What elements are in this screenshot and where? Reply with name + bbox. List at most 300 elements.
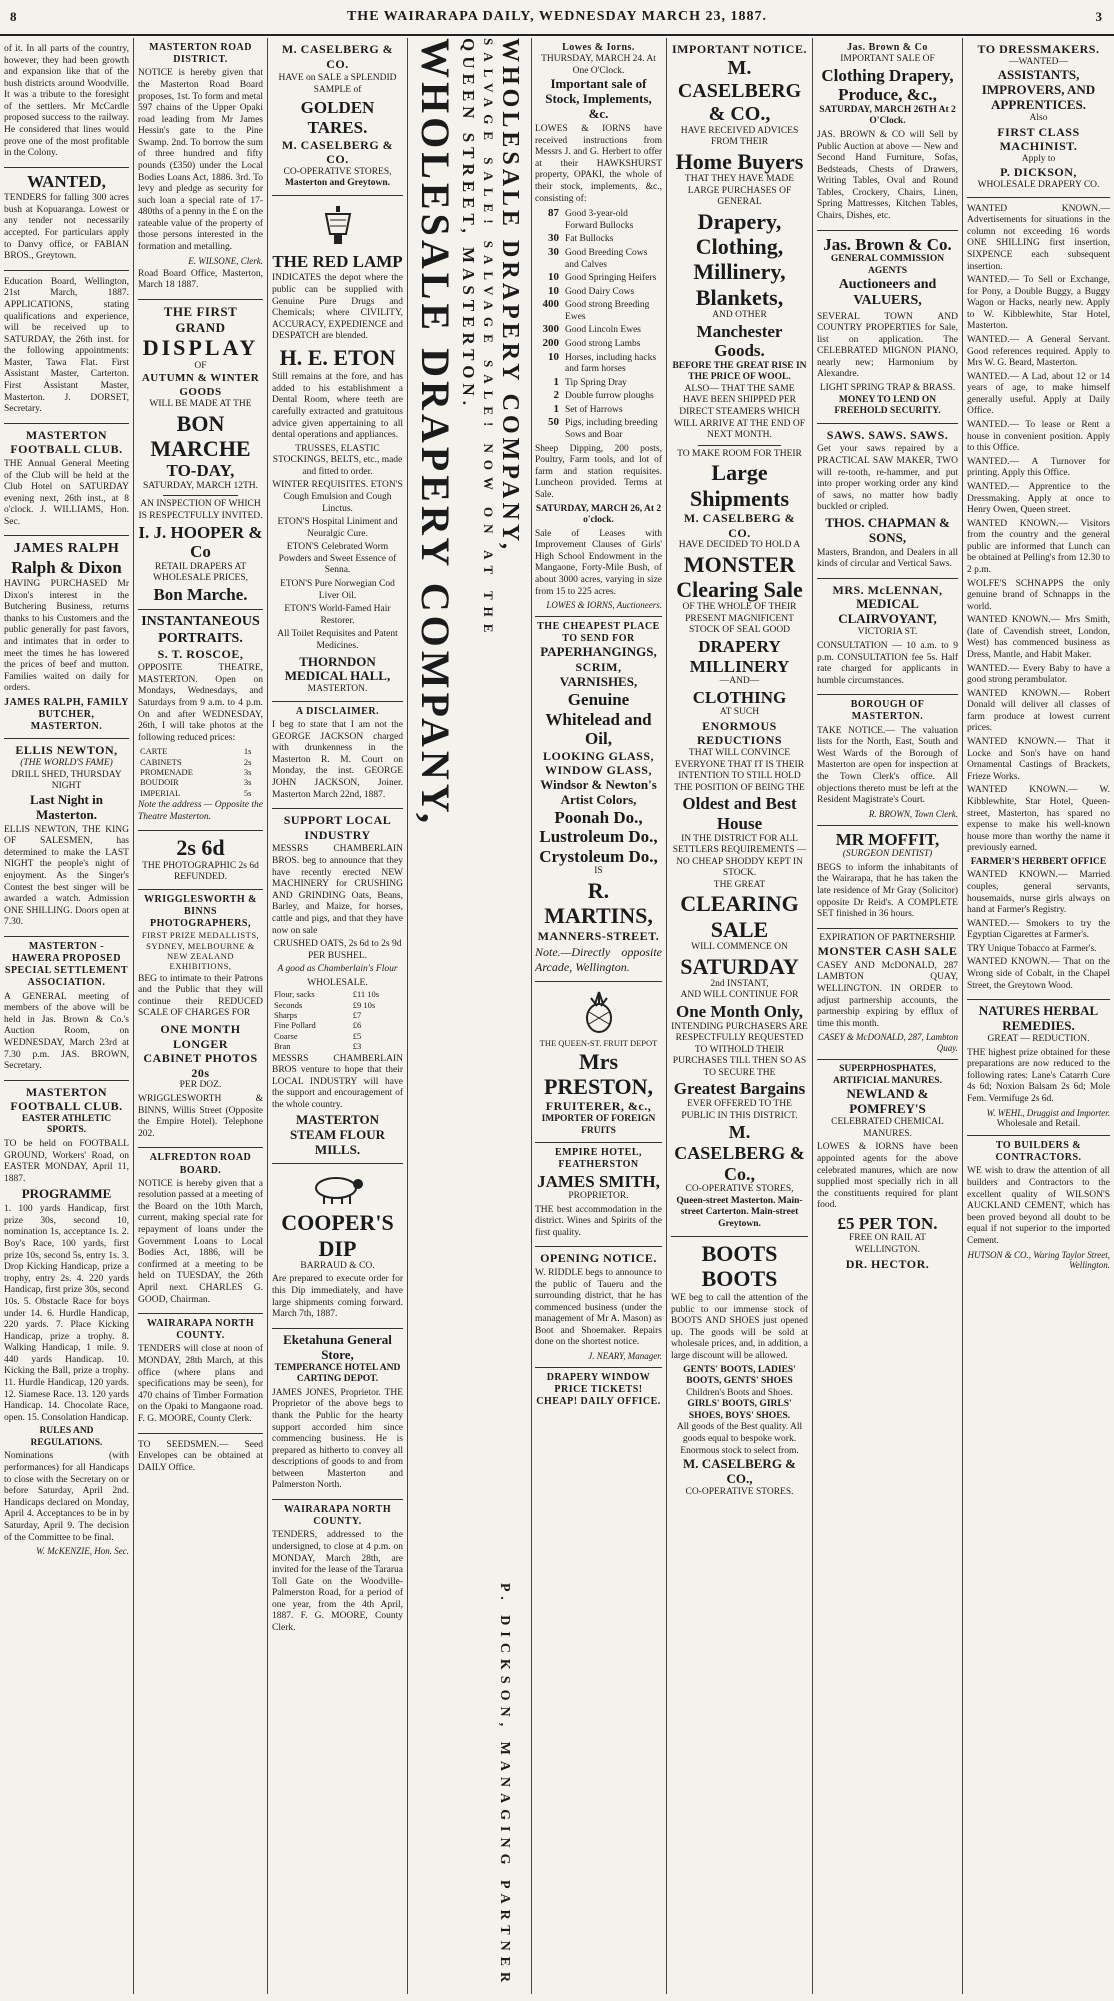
road-body: NOTICE is hereby given that the Masterton Road Board proposes, 1st. To form and metal 597 chains of the Upper Opaki road leading from Mr James Hessin's gate to the Pine Swamp. 2nd. To borrow the sum of three hundred and fifty pounds (£350) under the Local Bodies Loans Act, 1886. 3rd. To levy and pledge as security for such loan a special rate of 17-480ths of a penny in the £ on the rateable value of the property of those persons interested in the formation and metalling. (138, 68, 263, 253)
education-body: Education Board, Wellington, 21st March, 1887. APPLICATIONS, stating qualifications and experience, will be received up to SATURDAY, the 26th inst. for the following appointments: Master, Tawa Flat. First Assistant Master, Carterton. First Assistant Master, Masterton. J. DORSET, Secretary. (4, 276, 129, 415)
martins-note: Note.—Directly opposite Arcade, Wellington. (535, 945, 662, 974)
red-lamp-ad (272, 196, 403, 702)
preston-line-1: THE QUEEN-ST. FRUIT DEPOT (539, 1038, 658, 1049)
boots-line-5: All goods of the Best quality. All goods equal to bespoke work. (676, 1422, 803, 1445)
imp-37: M. CASELBERG & Co., (674, 1122, 805, 1184)
eketahuna-body: JAMES JONES, Proprietor. THE Proprietor of the above begs to thank the Public for the hearty support accorded him since commencing business. He is prepared as hitherto to convey all descriptions of goods to and from between Masterton and Palmerston North. (272, 1387, 403, 1491)
flour-row: Seconds £9 10s (274, 999, 376, 1010)
rules-signature: W. McKENZIE, Hon. Sec. (36, 1546, 129, 1557)
moffit-dentist-ad (817, 826, 958, 929)
imp-19: MILLINERY (689, 656, 790, 676)
imp-7: AND OTHER (712, 310, 767, 320)
small-ad: WANTED.— Smokers to try the Egyptian Cigarettes at Farmer's. (967, 918, 1110, 941)
alfred-body: NOTICE is hereby given that a resolution passed at a meeting of the Board on the 10th March, current, making special rate for repayment of loans under the Government Loans to Local Bodies Act, 1886, will be confirmed at a meeting to be held on TUESDAY, the 26th April next. CHARLES G. GOOD, Chairman. (138, 1178, 263, 1305)
flour-price-table (272, 989, 403, 1051)
road-district-ad (138, 38, 263, 300)
small-ad: WANTED KNOWN.— Visitors from the country and the general public are informed that Lunch can be obtained at Pelling's from 12.30 to 2 p.m. (967, 518, 1110, 575)
moffit-body: BEGS to inform the inhabitants of the Wairarapa, that he has taken the late residence of Mr Gray (Solicitor) opposite Dr Reid's. A COMPLETE SET finished in 36 hours. (817, 862, 958, 920)
ellis-subtitle: (THE WORLD'S FAME) (20, 758, 113, 769)
stock-lot: 300 Good Lincoln Ewes (542, 323, 641, 336)
boots-line-4: GIRLS' BOOTS, GIRLS' SHOES, BOYS' SHOES. (687, 1399, 792, 1421)
jb-body: JAS. BROWN & CO will Sell by Public Auction at above — New and Second Hand Furniture, Sofas, Bedsteads, Chests of Drawers, Writing Tables, Oval and Round Tables, Crockery, Chairs, Linen, Spring Mattresses, Kitchen Tables, Chairs, Dishes, etc. (817, 130, 958, 222)
martins-line-11: Crystoleum Do., (539, 846, 658, 866)
price-row: CARTE 1s (140, 746, 252, 757)
imp-39: Queen-street Masterton. Main-street Carterton. Main-street Greytown. (676, 1195, 803, 1229)
newland-price: £5 PER TON. (837, 1213, 938, 1233)
small-ad: WANTED.— To lease or Rent a house in convenient position. Apply to this Office. (967, 420, 1110, 454)
jb2-body: SEVERAL TOWN AND COUNTRY PROPERTIES for Sale, list on application. The CELEBRATED MIGNON PIANO, nearly new; Harmonium by Alexandre. (817, 311, 958, 380)
thorndon-name: THORNDON MEDICAL HALL, (284, 653, 391, 684)
masthead (0, 0, 1114, 36)
mclennan-location: VICTORIA ST. (857, 627, 918, 638)
lowes-iorns-stock-ad (535, 38, 662, 617)
hawera-settlement-ad (4, 937, 129, 1081)
small-ad: WANTED.— To Sell or Exchange, for Pony, a Double Buggy, a Buggy Wagon or Hacks, nearly new. Apply to W. Kibblewhite, Star Hotel, Masterton. (967, 275, 1110, 332)
banner-wholesale-2: WHOLESALE DRAPERY COMPANY, (497, 38, 523, 553)
chapman-sub: Masters, Brandon, and Dealers in all kinds of circular and Vertical Saws. (817, 547, 958, 570)
imp-2: M. CASELBERG & CO., (677, 56, 802, 125)
imp-15: MONSTER (683, 551, 796, 577)
two-six-sub: THE PHOTOGRAPHIC 2s 6d REFUNDED. (142, 860, 259, 883)
imp-8: Manchester Goods. (696, 321, 783, 361)
small-ad: WANTED KNOWN.— W. Kibblewhite, Star Hotel, Queen-street, Masterton, has spared no expense to make his well-known house more than worthy the name it previously earned. (967, 785, 1110, 854)
disclaimer-body: I beg to state that I am not the GEORGE JACKSON charged with drunkenness in the Masterton R. M. Court on Monday, the inst. GEORGE JOHN JACKSON, Joiner. Masterton March 22nd, 1887. (272, 720, 403, 800)
builders-title: TO BUILDERS & CONTRACTORS. (995, 1140, 1082, 1164)
preston-fruit-ad (535, 982, 662, 1143)
column-2 (134, 38, 268, 1994)
empire-proprietor: PROPRIETOR. (568, 1191, 629, 1202)
builders-body: WE wish to draw the attention of all builders and Contractors to the excellent quality of WILSON'S AUCKLAND CEMENT, which has been proved beyond all doubt to be equal if not superior to the imported Cement. (967, 1166, 1110, 1246)
imp-36: EVER OFFERED TO THE PUBLIC IN THIS DISTRICT. (681, 1099, 798, 1121)
moffit-name: MR MOFFIT, (835, 829, 940, 849)
lowes-saturday: SATURDAY, MARCH 26, At 2 o'clock. (535, 503, 662, 526)
eton-line: ETON'S Hospital Liniment and Neuralgic Cure. (277, 517, 398, 539)
small-ad: WANTED.— A General Servant. Good references required. Apply to Mrs W. G. Beard, Masterton. (967, 334, 1110, 369)
coop-location: Masterton and Greytown. (284, 178, 391, 189)
ralph-subtitle: Ralph & Dixon (11, 557, 122, 577)
banner-wholesale-big: WHOLESALE DRAPERY COMPANY, (413, 38, 458, 827)
exp-body: CASEY AND McDONALD, 287 LAMBTON QUAY, WELLINGTON. IN ORDER to adjust partnership accounts, the partnership expiring by efflux of time this month. (817, 960, 958, 1029)
display-line-6: BON MARCHE (150, 410, 251, 462)
natures-address: Wholesale and Retail. (996, 1118, 1081, 1129)
imp-24: THAT WILL CONVINCE EVERYONE THAT IT IS THEIR INTENTION TO STILL HOLD THE POSITION OF BEING THE (674, 748, 805, 793)
jb-sub: IMPORTANT SALE OF (840, 54, 935, 65)
seedsmen-text: TO SEEDSMEN.— Seed Envelopes can be obtained at DAILY Office. (138, 1439, 263, 1473)
railway-report (4, 38, 129, 168)
small-ad: WANTED KNOWN.— Mrs Smith, (late of Cavendish street, London, West) has commenced business as Dress, Mantle, and Habit Maker. (967, 615, 1110, 661)
chamberlain-footer: MESSRS CHAMBERLAIN BROS venture to hope that their LOCAL INDUSTRY will have the support and encouragement of the whole country. (272, 1053, 403, 1110)
easter-sports-ad (4, 1081, 129, 1562)
jb2-money: MONEY TO LEND ON FREEHOLD SECURITY. (834, 394, 941, 417)
imp-4: Home Buyers (675, 148, 804, 174)
saws-title: SAWS. SAWS. SAWS. (826, 427, 949, 442)
banner-queen-street: QUEEN STREET, MASTERTON. (459, 38, 478, 410)
roscoe-name: S. T. ROSCOE, (157, 646, 244, 661)
imp-14: HAVE DECIDED TO HOLD A (678, 540, 801, 551)
dress-dickson: P. DICKSON, (1000, 165, 1077, 180)
newland-sub: CELEBRATED CHEMICAL MANURES. (831, 1117, 944, 1139)
chapman-name: THOS. CHAPMAN & SONS, (825, 514, 950, 545)
martins-line-8: Windsor & Newton's Artist Colors, (540, 776, 657, 807)
imp-16: Clearing Sale (676, 577, 803, 603)
imp-30: SATURDAY (680, 953, 799, 979)
small-ad: WANTED KNOWN.— That on the Wrong side of Cobalt, in the Chapel Street, the Greytown Wood. (967, 957, 1110, 991)
imp-32: AND WILL CONTINUE FOR (680, 990, 799, 1001)
opening-notice-ad (535, 1247, 662, 1368)
small-ad: WANTED.— A Lad, about 12 or 14 years of age, to make himself generally useful. Apply at Daily Office. (967, 371, 1110, 417)
price-row: BOUDOIR 3s (140, 777, 252, 788)
imp-18: DRAPERY (698, 637, 781, 657)
display-line-4: AUTUMN & WINTER GOODS (141, 372, 260, 398)
eton-line: WINTER REQUISITES. ETON'S Cough Emulsion and Cough Linctus. (272, 480, 403, 514)
support-local-ad (272, 809, 403, 1164)
cabinet-sub: PER DOZ. (179, 1080, 222, 1091)
jb-title: Clothing Drapery, Produce, &c., (821, 65, 954, 105)
north-body: TENDERS will close at noon of MONDAY, 28th March, at this office (where plans and specifications may be seen), for 470 chains of Timber Formation on the Opaki to Mangaone road. F. G. MOORE, County Clerk. (138, 1344, 263, 1424)
toll-title: WAIRARAPA NORTH COUNTY. (283, 1503, 392, 1528)
crushed-oats: CRUSHED OATS, 2s 6d to 2s 9d PER BUSHEL. (273, 939, 402, 961)
roscoe-body: OPPOSITE THEATRE, MASTERTON. Open on Mondays, Wednesdays, and Saturdays from 9 a.m. to 4 p.m. On and after WEDNESDAY, 26th, I will take photos at the following reduced prices: (138, 663, 263, 743)
boots-body: WE beg to call the attention of the public to our immense stock of BOOTS AND SHOES just opened up. The goods will be sold at wholesale prices, and, in addition, a large discount will be allowed. (671, 1293, 808, 1362)
imp-13: M. CASELBERG & CO. (683, 510, 796, 540)
column-6 (667, 38, 813, 1994)
ralph-butcher-ad (4, 536, 129, 739)
preston-line-4: IMPORTER OF FOREIGN FRUITS (541, 1114, 656, 1136)
clairvoyant-ad (817, 579, 958, 695)
north-title: WAIRARAPA NORTH COUNTY. (146, 1318, 255, 1342)
herbal-remedies-ad (967, 1000, 1110, 1136)
price-row: PROMENADE 3s (140, 766, 252, 777)
eton-line: ETON'S World-Famed Hair Restorer. (284, 604, 391, 626)
caselberg-title-2: M. CASELBERG & CO. (281, 137, 394, 167)
small-ad: WOLFE'S SCHNAPPS the only genuine brand of Schnapps in the world. (967, 578, 1110, 612)
railway-text: of it. In all parts of the country, however, they had been growth and expansion like that of the bush districts around Woodville. It was a tribute to the foresight of the settlers. Mr McCardle proposed success to the railway. He considered that lines would prove one of the most profitable in the Colony. (4, 44, 129, 159)
stock-lot: 50 Pigs, including breeding Sows and Boar (548, 416, 658, 441)
mclennan-title: MEDICAL CLAIRVOYANT, (838, 596, 937, 627)
price-tickets-text: DRAPERY WINDOW PRICE TICKETS! CHEAP! DAILY OFFICE. (536, 1372, 661, 1408)
stock-lot: 200 Good strong Lambs (542, 336, 641, 349)
golden-tares: GOLDEN TARES. (300, 98, 375, 137)
page-number-right: 3 (1095, 9, 1102, 24)
natures-body: THE highest prize obtained for these preparations are now reduced to the following rates: Lane's Catarrh Cure 4s 6d; Noxion Balsam 2s 6d; Mole Fem. Vermifuge 2s 6d. (967, 1047, 1110, 1104)
red-lamp-body: INDICATES the depot where the public can be supplied with Genuine Pure Drugs and Chemicals; where CIVILITY, ACCURACY, EXPEDIENCE and DESPATCH are blended. (272, 273, 403, 342)
borough-signature: R. BROWN, Town Clerk. (868, 808, 958, 819)
martins-ad (535, 617, 662, 982)
alfred-title: ALFREDTON ROAD BOARD. (149, 1152, 252, 1176)
jb2-sub2: Auctioneers and VALUERS, (838, 277, 937, 309)
rules-title: RULES AND REGULATIONS. (30, 1426, 103, 1448)
borough-ad (817, 695, 958, 825)
football-body: THE Annual General Meeting of the Club will be held at the Club Hotel on SATURDAY evening next, 26th inst., at 8 o'clock. J. WILLIAMS, Hon. Sec. (4, 458, 129, 527)
imp-26: IN THE DISTRICT FOR ALL SETTLERS REQUIREMENTS — NO CHEAP SHODDY KEPT IN STOCK. (672, 833, 807, 879)
small-ad: WANTED KNOWN.— Robert Donald will deliver all classes of farm produce at lowest current prices. (967, 688, 1110, 734)
dress-positions: ASSISTANTS, IMPROVERS, AND APPRENTICES. (981, 67, 1096, 113)
imp-17: OF THE WHOLE OF THEIR PRESENT MAGNIFICENT STOCK OF SEAL GOOD (682, 602, 797, 636)
martins-line-5: Genuine Whitelead and Oil, (545, 689, 652, 749)
display-line-1: THE FIRST GRAND (163, 303, 238, 335)
empire-title: EMPIRE HOTEL, FEATHERSTON (554, 1147, 643, 1171)
imp-29: WILL COMMENCE ON (691, 941, 788, 952)
sheep-engraving (272, 1172, 403, 1206)
toll-gate-ad (272, 1500, 403, 1642)
road-title: MASTERTON ROAD DISTRICT. (149, 42, 252, 66)
super-title: SUPERPHOSPHATES, ARTIFICIAL MANURES. (833, 1064, 942, 1086)
empire-body: THE best accommodation in the district. Wines and Spirits of the first quality. (535, 1204, 662, 1238)
wrigglesworth-ad (138, 890, 263, 1149)
flour-row: Bran £3 (274, 1041, 362, 1052)
imp-6: Drapery, Clothing, Millinery, Blankets, (693, 208, 786, 310)
ralph-title: JAMES RALPH (13, 541, 120, 557)
roscoe-portraits-ad (138, 610, 263, 831)
banner-salvage-sale: SALVAGE SALE! SALVAGE SALE! NOW ON AT THE (481, 38, 496, 640)
price-row: CABINETS 2s (140, 756, 252, 767)
hawera-body: A GENERAL meeting of members of the above will be held in Jas. Brown & Co.'s Auction Room, on WEDNESDAY, March 23rd at 7.30 p.m. JAS. BROWN, Secretary. (4, 991, 129, 1072)
jb2-foot: LIGHT SPRING TRAP & BRASS. (819, 383, 956, 393)
ellis-newton-ad (4, 739, 129, 936)
display-line-7: TO-DAY, (166, 461, 235, 481)
stock-lot: 10 Horses, including hacks and farm horses (548, 350, 657, 375)
education-board-ad (4, 271, 129, 424)
small-ad: WANTED.— Every Baby to have a good strong perambulator. (967, 663, 1110, 686)
lowes-head: Lowes & Iorns. (562, 42, 635, 53)
small-ad: FARMER'S HERBERT OFFICE (970, 856, 1107, 867)
martins-line-6: LOOKING GLASS, (542, 748, 655, 763)
easter-body: TO be held on FOOTBALL GROUND, Workers' Road, on EASTER MONDAY, April 11, 1887. (4, 1139, 129, 1184)
jb-date: SATURDAY, MARCH 26TH At 2 O'Clock. (819, 104, 956, 127)
dressmakers-ad (967, 38, 1110, 198)
portrait-price-table (138, 746, 263, 798)
newland-body: LOWES & IORNS have been appointed agents for the above celebrated manures, which are now supplied most specially rich in all the constituents required for plant food. (817, 1142, 958, 1211)
ellis-last-night: Last Night in Masterton. (30, 791, 103, 822)
flour-row: Coarse £5 (274, 1030, 362, 1041)
dress-also: Also (1029, 113, 1048, 124)
jb2-title: Jas. Brown & Co. (823, 234, 952, 254)
eton-name: H. E. ETON (279, 344, 396, 370)
cooper-subtitle: BARRAUD & CO. (300, 1260, 375, 1271)
imp-34: INTENDING PURCHASERS ARE RESPECTFULLY REQUESTED TO WITHOLD THEIR PURCHASES TILL THEN SO AS TO SECURE THE (671, 1021, 808, 1078)
stock-lot: 10 Good Dairy Cows (548, 284, 635, 297)
martins-line-3: SCRIM, (575, 660, 622, 675)
stock-lot: 2 Double furrow ploughs (553, 389, 654, 402)
moffit-sub: (SURGEON DENTIST) (842, 849, 933, 860)
column-5 (531, 38, 667, 1994)
boots-line-2: GENTS' BOOTS, LADIES' BOOTS, GENTS' SHOES (683, 1364, 796, 1387)
salvage-banner (408, 38, 532, 1994)
martins-line-10: Lustroleum Do., (539, 827, 658, 847)
column-1 (0, 38, 134, 1994)
imp-33: One Month Only, (675, 1002, 804, 1022)
ralph-footer: JAMES RALPH, FAMILY BUTCHER, MASTERTON. (4, 696, 129, 733)
natures-sub: GREAT — REDUCTION. (987, 1034, 1090, 1045)
boots-ad (671, 1237, 808, 1504)
wanted-tenders-ad (4, 168, 129, 271)
jb2-sub: GENERAL COMMISSION AGENTS (830, 254, 945, 276)
jb-head: Jas. Brown & Co (847, 42, 928, 53)
red-lamp-engraving (272, 204, 403, 248)
newland-rail: FREE ON RAIL AT WELLINGTON. (849, 1233, 926, 1256)
boots-title: BOOTS BOOTS (701, 1240, 778, 1291)
saws-ad (817, 424, 958, 579)
display-line-5: WILL BE MADE AT THE (149, 399, 252, 410)
flour-title: WHOLESALE. (307, 977, 368, 988)
hooper-subtitle: RETAIL DRAPERS AT WHOLESALE PRICES, (153, 561, 248, 584)
lowes-body: LOWES & IORNS have received instructions from Messrs J. and G. Herbert to offer at their HAWKSHURST property, OPAKI, the whole of their stock, implements, &c., consisting of: (535, 124, 662, 204)
manures-ad (817, 1060, 958, 1276)
small-ad: WANTED KNOWN.— That it Locke and Son's have on hand Ornamental Castings of Brackets, Frieze Works. (967, 737, 1110, 782)
jas-brown-sale-ad (817, 38, 958, 231)
mclennan-body: CONSULTATION — 10 a.m. to 9 p.m. CONSULTATION fee 5s. Half rate charged for applicants in humble circumstances. (817, 640, 958, 686)
stock-lot: 30 Good Breeding Cows and Calves (548, 245, 648, 270)
empire-name: JAMES SMITH, (537, 1171, 660, 1191)
imp-38: CO-OPERATIVE STORES, (685, 1184, 794, 1195)
martins-line-12: IS (594, 866, 603, 877)
boots-line-3: Children's Boots and Shoes. (686, 1387, 793, 1398)
alfredton-road-ad (138, 1148, 263, 1314)
martins-line-2: PAPERHANGINGS, (540, 644, 657, 660)
inspection-text: AN INSPECTION OF WHICH IS RESPECTFULLY INVITED. (138, 499, 263, 522)
imp-35: Greatest Bargains (673, 1079, 806, 1099)
imp-5: THAT THEY HAVE MADE LARGE PURCHASES OF GENERAL (684, 174, 795, 208)
imp-28: CLEARING SALE (680, 891, 799, 942)
newspaper-title: THE WAIRARAPA DAILY, WEDNESDAY MARCH 23, 1887. (346, 9, 768, 24)
riddle-body: W. RIDDLE begs to announce to the public of Taueru and the surrounding district, that he has commenced business (under the management of Mr A. Mason) as Boot and Shoemaker. Repairs done on the shortest notice. (535, 1268, 662, 1348)
page-number-left: 8 (10, 9, 17, 24)
martins-line-4: VARNISHES, (559, 674, 638, 690)
exp-signature: CASEY & McDONALD, 287, Lambton Quay. (817, 1032, 958, 1054)
natures-signature: W. WEHL, Druggist and Importer. (986, 1107, 1110, 1118)
caselberg-clearing-ad (671, 38, 808, 1237)
exp-sub: MONSTER CASH SALE (817, 944, 958, 959)
wrigg-subtitle: FIRST PRIZE MEDALLISTS, SYDNEY, MELBOURNE & NEW ZEALAND EXHIBITIONS, (141, 930, 260, 972)
dress-machinist: FIRST CLASS MACHINIST. (997, 124, 1080, 154)
programme-body: 1. 100 yards Handicap, first prize 30s, second 10, nomination 1s, acceptance 1s. 2. Boy's Race, 100 yards, first prize 10s, second 5s, entry 1s. 3. Drop Kicking Handicap, prize a trophy, entry 2s. 4. 220 yards Handicap, first prize 30s, second 10s. 5. Obstacle Race for boys under 14. 6. Hurdle Handicap, 220 yards. 7. Place Kicking Handicap, prize a trophy. 8. Walking Handicap, 1 mile. 9. 440 yards Handicap. 10. Kicking the Ball, prize a trophy. 11. Hurdle Handicap, 120 yards. 12. Siamese Race. 13. 120 yards Handicap. 14. Chocolate Race, open. 15. Consolation Handicap. (4, 1204, 129, 1423)
martins-name: R. MARTINS, (544, 877, 653, 929)
road-signature: E. WILSONE, Clerk. (188, 255, 263, 266)
hooper-name: I. J. HOOPER & Co (138, 522, 263, 562)
imp-1: IMPORTANT NOTICE. (672, 42, 807, 56)
steam-mills: MASTERTON STEAM FLOUR MILLS. (290, 1112, 385, 1158)
pineapple-engraving (535, 990, 662, 1034)
dress-apply: Apply to (1021, 153, 1056, 164)
builders-ad (967, 1136, 1110, 1276)
red-lamp-title: THE RED LAMP (272, 251, 403, 271)
partnership-ad (817, 929, 958, 1061)
lowes-signature: LOWES & IORNS, Auctioneers. (546, 600, 662, 611)
price-row: IMPERIAL 5s (140, 787, 252, 798)
hawera-title: MASTERTON - HAWERA PROPOSED SPECIAL SETTLEMENT ASSOCIATION. (4, 940, 129, 989)
lowes-date: THURSDAY, MARCH 24. At One O'Clock. (541, 54, 656, 76)
newland-name: NEWLAND & POMFREY'S (846, 1086, 929, 1117)
martins-street: MANNERS-STREET. (537, 928, 660, 943)
programme-title: PROGRAMME (21, 1186, 112, 1202)
ralph-body: HAVING PURCHASED Mr Dixon's interest in the Butchering Business, returns thanks to his Customers and the public generally for past favors, and intimates that in order to meet the times he has lowered the prices of beef and mutton. Families waited on daily for orders. (4, 579, 129, 694)
chamberlain-quote: A good as Chamberlain's Flour (277, 964, 398, 975)
cooper-body: Are prepared to execute order for this Dip immediately, and have large shipments coming forward. March 7th, 1887. (272, 1274, 403, 1320)
price-tickets-ad (535, 1368, 662, 1414)
two-six-price: 2s 6d (176, 835, 225, 861)
newland-dr: DR. HECTOR. (845, 1256, 930, 1271)
imp-3: HAVE RECEIVED ADVICES FROM THEIR (680, 125, 799, 148)
seedsmen-ad (138, 1434, 263, 1482)
wrigg-signature: WRIGGLESWORTH & BINNS, Willis Street (Opposite the Empire Hotel). Telephone 202. (138, 1094, 263, 1139)
column-7 (813, 38, 963, 1994)
imp-10: ALSO— THAT THE SAME HAVE BEEN SHIPPED PER DIRECT STEAMERS WHICH WILL ARRIVE AT THE END OF NEXT MONTH. (674, 383, 805, 441)
martins-line-1: THE CHEAPEST PLACE TO SEND FOR (537, 621, 660, 645)
display-line-2: DISPLAY (142, 335, 259, 361)
boots-line-8: CO-OPERATIVE STORES. (685, 1487, 794, 1498)
football-meeting-ad (4, 424, 129, 537)
eton-body: Still remains at the fore, and has added to his establishment a Dental Room, where teeth are carefully extracted and gratuitous advice given appertaining to all dental operations and appliances. (272, 372, 403, 441)
flour-row: Fine Pollard £6 (274, 1020, 362, 1031)
stock-lot: 10 Good Springing Heifers (548, 271, 657, 284)
lowes-tail: Sheep Dipping, 200 posts, Poultry, Farm tools, and lot of farm and station requisites. Luncheon provided. Terms at Sale. (535, 443, 662, 500)
imp-27: THE GREAT (713, 879, 766, 890)
dress-title: TO DRESSMAKERS. (977, 42, 1100, 56)
flour-row: Flour, sacks £11 10s (274, 989, 380, 1000)
small-ad: WANTED KNOWN.— Advertisements for situations in the column not exceeding 16 words ONE SHILLING first insertion, SIXPENCE each subsequent insertion. (967, 203, 1110, 272)
wrigg-month: ONE MONTH LONGER (160, 1021, 241, 1051)
coopers-dip-ad (272, 1164, 403, 1328)
imp-22: AT SUCH (719, 707, 760, 718)
thorndon-location: MASTERTON. (307, 684, 368, 695)
wanted-body: TENDERS for falling 300 acres bush at Kopuaranga. Lowest or any tender not necessarily accepted. For particulars apply to Danvy office, or FABIAN BROS., Greytown. (4, 193, 129, 262)
ellis-title: ELLIS NEWTON, (15, 743, 118, 758)
rules-body: Nominations (with performances) for all Handicaps to close with the Secretary on or before Saturday, April 2nd. Handicaps declared on Monday, April 4. Acceptances to be in by Saturday, April 9. The decision of the Committee to be final. (4, 1451, 129, 1543)
preston-name: Mrs PRESTON, (543, 1048, 653, 1100)
toll-body: TENDERS, addressed to the undersigned, to close at 4 p.m. on MONDAY, March 28th, are invited for the lease of the Tararua Toll Gate on the Woodville-Palmerston Road, for a period of one year, from the 4th April, 1887. F. G. MOORE, County Clerk. (272, 1530, 403, 1633)
small-ad: WANTED.— Apprentice to the Dressmaking. Apply at once to Henry Owen, Queen street. (967, 481, 1110, 516)
imp-11: TO MAKE ROOM FOR THEIR (677, 448, 802, 459)
north-county-ad (138, 1314, 263, 1433)
imp-20: —AND— (719, 676, 760, 687)
support-title: SUPPORT LOCAL INDUSTRY (283, 813, 392, 842)
support-body: MESSRS CHAMBERLAIN BROS. beg to announce that they have recently erected NEW MACHINERY for CRUSHING AND GRINDING Oats, Beans, Barley, and Maize, for horses, cattle and pigs, and that they have now on sale (272, 844, 403, 936)
imp-31: 2nd INSTANT, (710, 978, 769, 989)
cabinet-photos: CABINET PHOTOS 20s (143, 1051, 258, 1080)
wanted-title: WANTED, (27, 171, 106, 191)
borough-body: TAKE NOTICE.— The valuation lists for the North, East, South and West Wards of the Borough of Masterton are open for inspection at the Town Clerk's office. All objections thereto must be left at the Resident Magistrate's Court. (817, 725, 958, 806)
opening-title: OPENING NOTICE. (540, 1251, 657, 1266)
empire-hotel-ad (535, 1143, 662, 1247)
imp-23: ENORMOUS REDUCTIONS (696, 718, 782, 748)
price-note: Note the address — Opposite the Theatre Masterton. (138, 800, 263, 822)
dress-wanted: —WANTED— (1008, 56, 1069, 67)
dress-company: WHOLESALE DRAPERY CO. (977, 180, 1100, 191)
martins-line-9: Poonah Do., (554, 807, 643, 827)
ellis-body: ELLIS NEWTON, THE KING OF SALESMEN, has determined to make the LAST NIGHT the people's night of enjoyment. As the Singer's Contest the best singer will be awarded a watch. Admission ONE SHILLING. Doors open at 7.30. (4, 824, 129, 928)
disclaimer-title: A DISCLAIMER. (295, 705, 380, 717)
imp-21: CLOTHING (692, 687, 787, 707)
stock-lot: 1 Tip Spring Dray (553, 375, 627, 388)
road-date: Road Board Office, Masterton, March 18 1887. (138, 268, 263, 291)
wrigg-title: WRIGGLESWORTH & BINNS PHOTOGRAPHERS, (144, 893, 257, 930)
cooper-title: COOPER'S DIP (281, 1210, 394, 1261)
stock-lot: 1 Set of Harrows (553, 402, 623, 415)
small-ads (967, 198, 1110, 1001)
display-line-3: OF (194, 360, 207, 371)
natures-title: NATURES HERBAL REMEDIES. (978, 1003, 1099, 1034)
eketahuna-ad (272, 1329, 403, 1500)
eton-line: ETON'S Celebrated Worm Powders and Sweet Essence of Senna. (278, 542, 397, 576)
riddle-signature: J. NEARY, Manager. (588, 1351, 662, 1362)
display-line-8: SATURDAY, MARCH 12TH. (142, 480, 259, 491)
eton-line: All Toilet Requisites and Patent Medicines. (277, 629, 398, 651)
boots-line-7: M. CASELBERG & CO., (682, 1456, 797, 1487)
small-ad: TRY Unique Tobacco at Farmer's. (967, 943, 1097, 954)
jas-brown-agents-ad (817, 231, 958, 424)
flour-row: Sharps £7 (274, 1010, 362, 1021)
two-six-ad (138, 831, 263, 889)
